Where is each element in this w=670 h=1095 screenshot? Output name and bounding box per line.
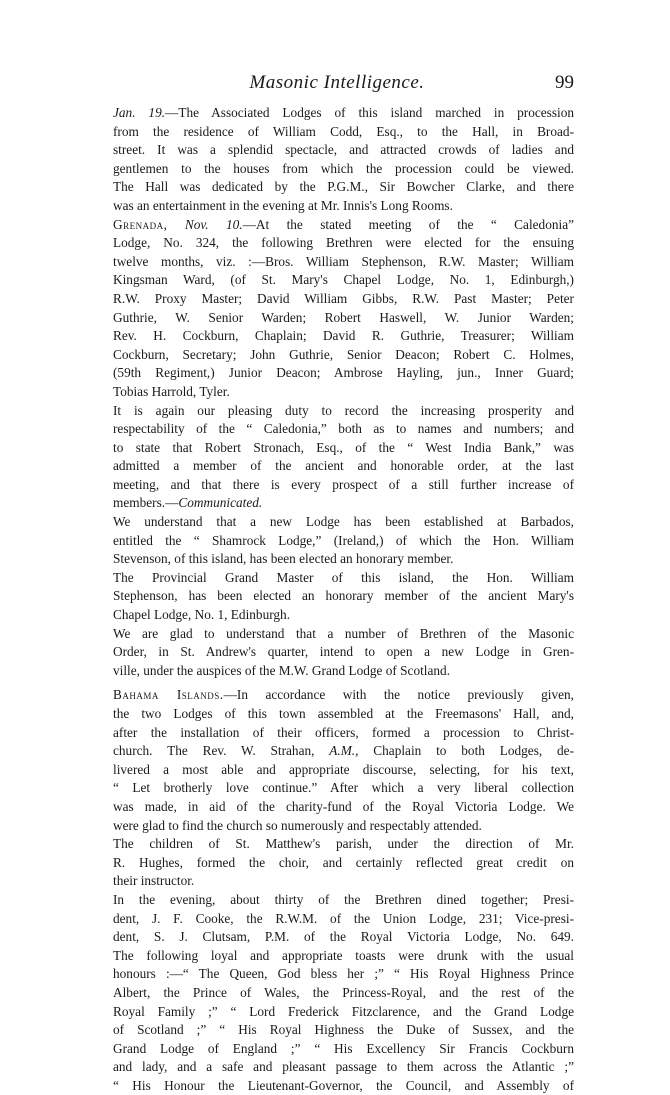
page (100, 72, 574, 1095)
article-body (100, 104, 574, 1095)
paragraph-evening-dinner: In the evening, about thirty of the Brethren dined together; Presi- dent, J. F. Cooke, the R.W.M. of the Union Lodge, 231; Vice-presi- dent, S. J. Clutsam, P.M. of the Royal Victoria Lodge, No. 649. The following loyal and appropriate toasts were drunk with the usual honours :—“ The Queen, God bless her ;” “ His Royal Highness Prince Albert, the Prince of Wales, the Princess-Royal, and the rest of the Royal Family ;” “ Lord Frederick Fitzclarence, and the Grand Lodge of Scotland ;” “ His Royal Highness the Duke of Sussex, and the Grand Lodge of England ;” “ His Excellency Sir Francis Cockburn and lady, and a safe and pleasant passage to them across the Atlantic ;” “ His Honour the Lieutenant-Governor, the Council, and Assembly of (113, 891, 574, 1093)
paragraph-caledonia-prosperity: It is again our pleasing duty to record the increasing prosperity and respectability of the “ Caledonia,” both as to names and numbers; and to state that Robert Stronach, Esq., of the “ West India Bank,” was admitted a member of the ancient and honorable order, at the last meeting, and that there is every prospect of a still further increase of members.—Communicated. (113, 402, 574, 511)
page-number: 99 (555, 72, 574, 93)
place-lead: Bahama Islands. (113, 687, 224, 703)
running-title: Masonic Intelligence. (249, 72, 425, 93)
paragraph-grenada: Grenada, Nov. 10.—At the stated meeting of the “ Caledonia” Lodge, No. 324, the following Brethren were elected for the ensuing twelve months, viz. :—Bros. William Stephenson, R.W. Master; William Kingsman Ward, (of St. Mary's Chapel Lodge, No. 1, Edinburgh,) R.W. Proxy Master; David William Gibbs, R.W. Past Master; Peter Guthrie, W. Senior Warden; Robert Haswell, W. Junior Warden; Rev. H. Cockburn, Chaplain; David R. Guthrie, Treasurer; William Cockburn, Secretary; John Guthrie, Senior Deacon; Robert C. Holmes, (59th Regiment,) Junior Deacon; Ambrose Hayling, jun., Inner Guard; Tobias Harrold, Tyler. (113, 216, 574, 399)
paragraph-provincial-grand-master: The Provincial Grand Master of this island, the Hon. William Stephenson, has been elected an honorary member of the ancient Mary's Chapel Lodge, No. 1, Edinburgh. (113, 569, 574, 623)
communicated-credit: Communicated. (178, 495, 263, 511)
date-lead: Nov. 10. (184, 216, 243, 232)
running-header (100, 72, 574, 104)
date-lead: Jan. 19. (113, 105, 166, 120)
paragraph-jan-19: Jan. 19.—The Associated Lodges of this island marched in procession from the residence of William Codd, Esq., to the Hall, in Broad- street. It was a splendid spectacle, and attracted crowds of ladies and gentlemen to the houses from which the procession could be viewed. The Hall was dedicated by the P.G.M., Sir Bowcher Clarke, and there was an entertainment in the evening at Mr. Innis's Long Rooms. (113, 105, 574, 213)
paragraph-shamrock-lodge: We understand that a new Lodge has been established at Barbados, entitled the “ Shamrock Lodge,” (Ireland,) of which the Hon. William Stevenson, of this island, has been elected an honorary member. (113, 514, 574, 567)
paragraph-bahama-islands: Bahama Islands.—In accordance with the notice previously given, the two Lodges of this town assembled at the Freemasons' Hall, and, after the installation of their officers, formed a procession to Christ- church. The Rev. W. Strahan, A.M., Chaplain to both Lodges, de- livered a most able and appropriate discourse, selecting, for his text, “ Let brotherly love continue.” After which a very liberal collection was made, in aid of the charity-fund of the Royal Victoria Lodge. We were glad to find the church so numerously and respectably attended. (113, 687, 575, 833)
paragraph-st-matthews-choir: The children of St. Matthew's parish, under the direction of Mr. R. Hughes, formed the choir, and certainly reflected great credit on their instructor. (113, 836, 574, 889)
degree-abbreviation: A.M., (329, 743, 359, 759)
paragraph-new-lodge-grenville: We are glad to understand that a number of Brethren of the Masonic Order, in St. Andrew's quarter, intend to open a new Lodge in Gren- ville, under the auspices of the M.W. Grand Lodge of Scotland. (113, 625, 574, 678)
place-lead: Grenada, (113, 216, 168, 232)
